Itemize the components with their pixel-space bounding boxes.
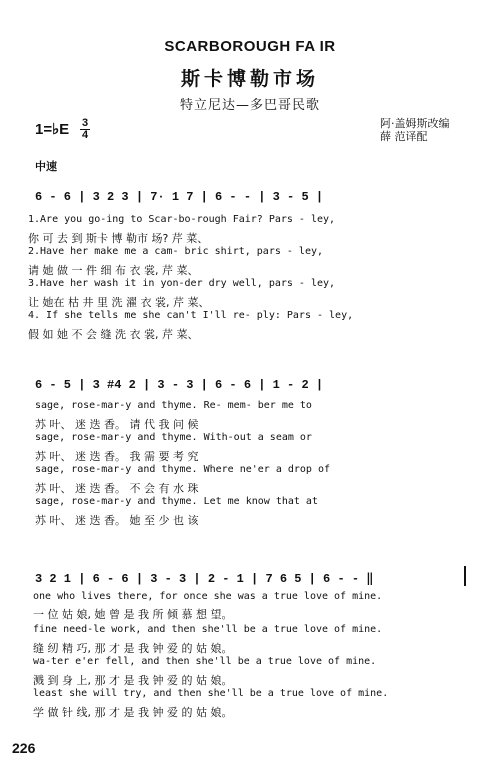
- arranger-line-1: 阿·盖姆斯改编: [380, 117, 450, 130]
- lyric-line-zh: 溅 到 身 上, 那 才 是 我 钟 爱 的 姑 娘。: [33, 674, 233, 687]
- notation-line-1: 6 - 6 | 3 2 3 | 7· 1 7 | 6 - - | 3 - 5 |: [35, 190, 324, 204]
- song-subtitle: 特立尼达—多巴哥民歌: [179, 98, 320, 113]
- tempo-marking: 中速: [35, 160, 57, 173]
- notation-line-3: 3 2 1 | 6 - 6 | 3 - 3 | 2 - 1 | 7 6 5 | 6 - - ‖: [35, 572, 374, 586]
- page-number: 226: [12, 740, 36, 756]
- lyric-line-zh: 假 如 她 不 会 缝 洗 衣 裳, 芹 菜、: [28, 328, 199, 341]
- lyric-line-zh: 苏 叶、 迷 迭 香。 请 代 我 问 候: [35, 418, 199, 431]
- lyric-line-zh: 一 位 姑 娘, 她 曾 是 我 所 倾 慕 想 望。: [33, 608, 233, 621]
- song-title-english: SCARBOROUGH FA IR: [164, 38, 336, 55]
- lyric-line-zh: 学 做 针 线, 那 才 是 我 钟 爱 的 姑 娘。: [33, 706, 233, 719]
- lyric-line: one who lives there, for once she was a true love of mine.: [33, 591, 383, 602]
- lyric-line: sage, rose-mar-y and thyme. Re- mem- ber me to: [35, 400, 312, 411]
- lyric-line-zh: 苏 叶、 迷 迭 香。 不 会 有 水 珠: [35, 482, 199, 495]
- lyric-line-zh: 请 她 做 一 件 细 布 衣 裳, 芹 菜、: [28, 264, 199, 277]
- notation-line-2: 6 - 5 | 3 #4 2 | 3 - 3 | 6 - 6 | 1 - 2 |: [35, 378, 324, 392]
- lyric-line: sage, rose-mar-y and thyme. With-out a seam or: [35, 432, 312, 443]
- lyric-line: sage, rose-mar-y and thyme. Let me know that at: [35, 496, 318, 507]
- meter-top: 3: [81, 117, 89, 129]
- key-signature: 1=♭E: [35, 121, 70, 138]
- lyric-line: 2.Have her make me a cam- bric shirt, pars - ley,: [28, 246, 324, 257]
- lyric-line: sage, rose-mar-y and thyme. Where ne'er a drop of: [35, 464, 331, 475]
- lyric-line-zh: 苏 叶、 迷 迭 香。 我 需 要 考 究: [35, 450, 199, 463]
- lyric-line: 4. If she tells me she can't I'll re- ply: Pars - ley,: [28, 310, 354, 321]
- song-title-chinese: 斯卡博勒市场: [180, 68, 319, 90]
- lyric-line: wa-ter e'er fell, and then she'll be a true love of mine.: [33, 656, 377, 667]
- lyric-line-zh: 让 她在 枯 井 里 洗 濯 衣 裳, 芹 菜、: [28, 296, 210, 309]
- lyric-line: 3.Have her wash it in yon-der dry well, pars - ley,: [28, 278, 336, 289]
- lyric-line-zh: 苏 叶、 迷 迭 香。 她 至 少 也 该: [35, 514, 199, 527]
- lyric-line: least she will try, and then she'll be a true love of mine.: [33, 688, 389, 699]
- lyric-line-zh: 你 可 去 到 斯卡 博 勒市 场? 芹 菜、: [28, 232, 209, 245]
- meter-bottom: 4: [81, 129, 89, 141]
- arranger-credit: [380, 117, 450, 143]
- time-signature: [80, 118, 90, 141]
- lyric-line: fine need-le work, and then she'll be a true love of mine.: [33, 624, 383, 635]
- lyric-line: 1.Are you go-ing to Scar-bo-rough Fair? Pars - ley,: [28, 214, 336, 225]
- lyric-line-zh: 缝 纫 精 巧, 那 才 是 我 钟 爱 的 姑 娘。: [33, 642, 233, 655]
- final-barline: [464, 566, 466, 586]
- arranger-line-2: 薛 范译配: [380, 130, 428, 143]
